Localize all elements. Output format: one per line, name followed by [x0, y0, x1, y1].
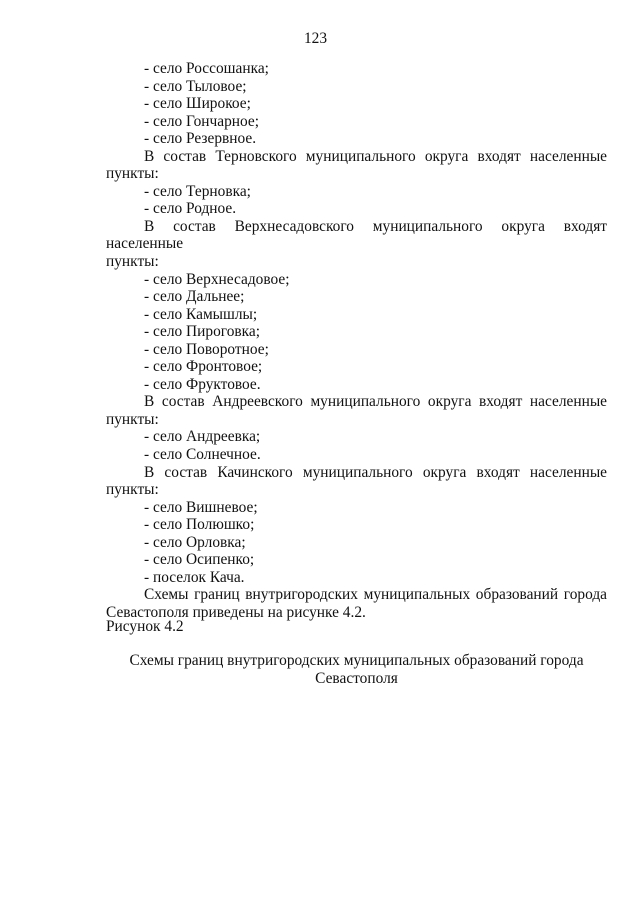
figure-caption-line: Схемы границ внутригородских муниципальных образований города: [129, 652, 584, 669]
list-item: - село Камышлы;: [144, 305, 258, 323]
figure-caption-line: Севастополя: [315, 670, 398, 687]
page-number: 123: [303, 30, 328, 47]
list-item: - село Полюшко;: [144, 516, 255, 534]
list-item: - поселок Кача.: [144, 568, 245, 586]
list-item: - село Осипенко;: [144, 551, 255, 569]
list-item: - село Фронтовое;: [144, 358, 263, 376]
list-item: - село Россошанка;: [144, 60, 269, 77]
list-item: - село Родное.: [144, 200, 237, 218]
list-item: - село Дальнее;: [144, 288, 245, 306]
list-item: - село Резервное.: [144, 130, 257, 148]
list-item: - село Поворотное;: [144, 340, 269, 358]
list-item: - село Орловка;: [144, 533, 246, 551]
paragraph-line: В состав Терновского муниципального округа входят населенные: [144, 147, 607, 165]
paragraph-line: В состав Верхнесадовского муниципального округа входят населенные: [106, 217, 607, 253]
list-item: - село Андреевка;: [144, 428, 261, 446]
list-item: - село Широкое;: [144, 95, 251, 113]
figure-label: Рисунок 4.2: [106, 618, 184, 635]
list-item: - село Верхнесадовое;: [144, 270, 290, 288]
paragraph-continuation: пункты:: [106, 410, 159, 428]
list-item: - село Гончарное;: [144, 112, 260, 130]
list-item: - село Тыловое;: [144, 77, 247, 95]
figure-caption: [106, 652, 607, 688]
list-item: - село Вишневое;: [144, 498, 258, 516]
paragraph-continuation: пункты:: [106, 165, 159, 183]
paragraph-line: Схемы границ внутригородских муниципальных образований города: [144, 586, 607, 604]
list-item: - село Пироговка;: [144, 323, 261, 341]
list-item: - село Солнечное.: [144, 446, 261, 464]
list-item: - село Фруктовое.: [144, 375, 261, 393]
body-text: [106, 60, 607, 622]
paragraph-continuation: Севастополя приведены на рисунке 4.2.: [106, 603, 366, 621]
paragraph-continuation: пункты:: [106, 481, 159, 499]
list-item: - село Терновка;: [144, 182, 251, 200]
paragraph-line: В состав Андреевского муниципального округа входят населенные: [144, 393, 607, 411]
paragraph-line: В состав Качинского муниципального округа входят населенные: [144, 463, 607, 481]
paragraph-continuation: пункты:: [106, 253, 159, 271]
